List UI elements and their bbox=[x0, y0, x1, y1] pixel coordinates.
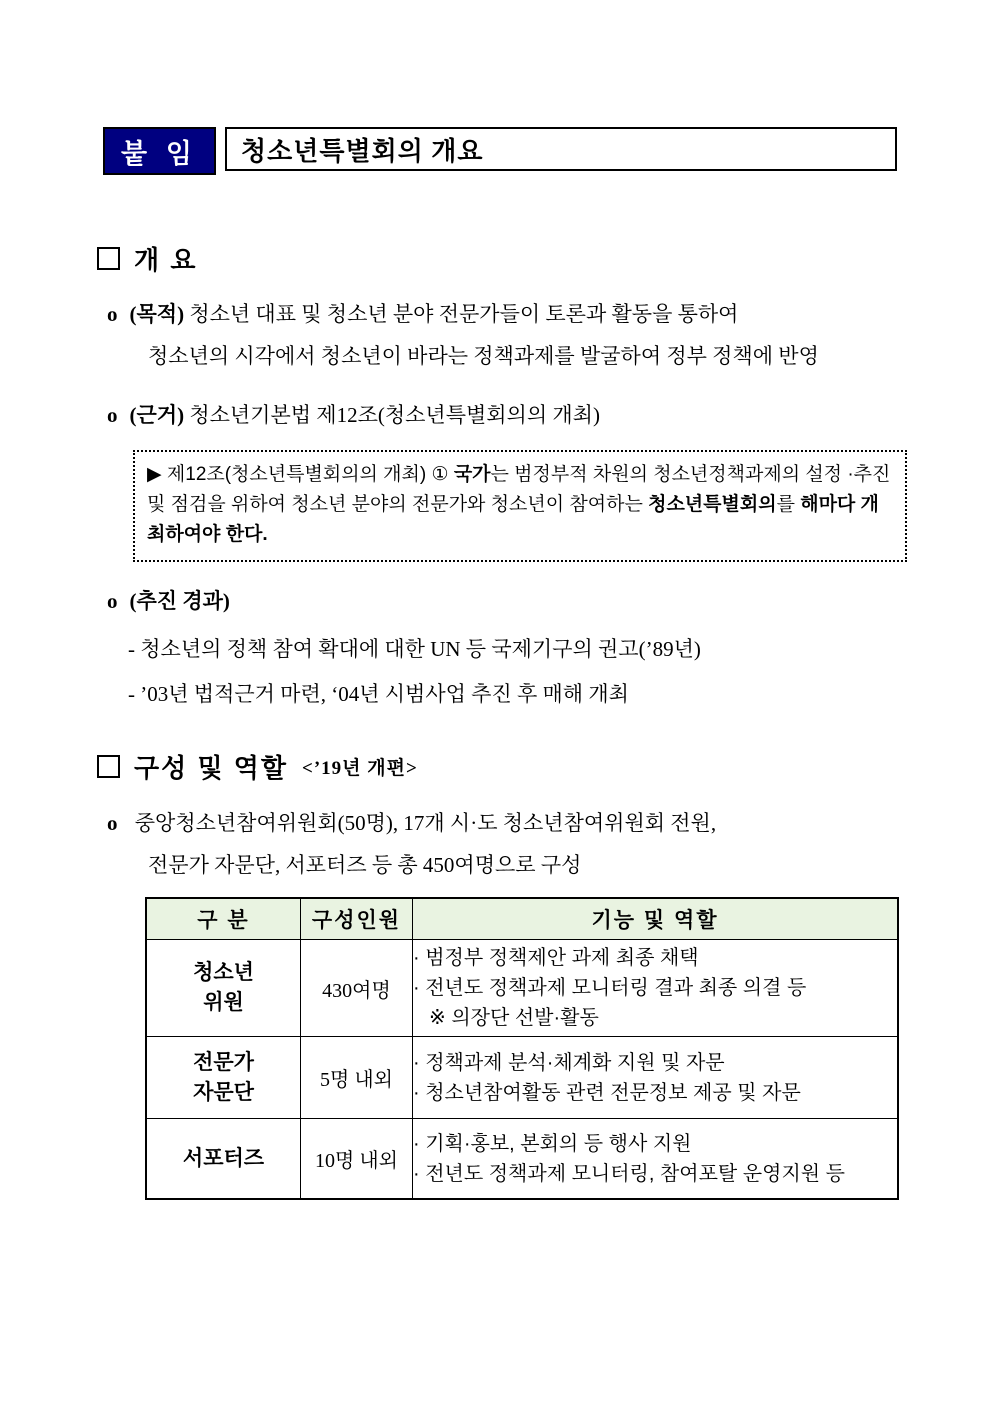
row-roles bbox=[413, 1037, 899, 1119]
basis-paragraph bbox=[107, 394, 907, 436]
row-category bbox=[146, 1119, 301, 1200]
attachment-badge: 붙 임 bbox=[103, 127, 216, 175]
composition-summary-line-2: 전문가 자문단, 서포터즈 등 총 450여명으로 구성 bbox=[148, 853, 582, 877]
law-seg-3: 는 범정부적 차원의 청소년정책과제의 설정 ·추진 및 점검을 위하여 청소년 분야의 전문가와 청소년이 참여하는 bbox=[147, 464, 891, 515]
purpose-text-1: 청소년 대표 및 청소년 분야 전문가들이 토론과 활동을 통하여 bbox=[189, 302, 739, 326]
square-bullet-icon bbox=[97, 755, 120, 778]
basis-line bbox=[107, 394, 907, 436]
table-row bbox=[146, 1037, 898, 1119]
row-size: 10명 내외 bbox=[301, 1119, 413, 1200]
circle-bullet-icon: o bbox=[107, 302, 118, 326]
dash-bullet-icon: - bbox=[128, 637, 135, 661]
category-line: 전문가 bbox=[193, 1050, 254, 1074]
row-category bbox=[146, 940, 301, 1037]
circle-bullet-icon: o bbox=[107, 589, 118, 613]
col-header-roles: 기능 및 역할 bbox=[413, 898, 899, 940]
composition-summary-text-1: 중앙청소년참여위원회(50명), 17개 시·도 청소년참여위원회 전원, bbox=[134, 811, 717, 835]
document-header bbox=[103, 127, 897, 175]
composition-table bbox=[145, 897, 899, 1200]
basis-text: 청소년기본법 제12조(청소년특별회의의 개최) bbox=[189, 403, 600, 427]
progress-item-2-text: ’03년 법적근거 마련, ‘04년 시범사업 추진 후 매해 개최 bbox=[140, 682, 629, 706]
row-size: 430여명 bbox=[301, 940, 413, 1037]
law-seg-2-bold: 국가 bbox=[453, 464, 491, 485]
role-line: · 정책과제 분석·체계화 지원 및 자문 bbox=[413, 1051, 725, 1074]
law-seg-6-bold: 해마다 개최하여야 한다. bbox=[147, 494, 879, 545]
progress-heading-line bbox=[107, 580, 907, 622]
category-line: 서포터즈 bbox=[182, 1146, 265, 1170]
purpose-label: (목적) bbox=[129, 302, 185, 326]
law-quote-box bbox=[133, 450, 907, 562]
category-line: 청소년 bbox=[193, 961, 254, 984]
section-overview-heading bbox=[97, 240, 197, 277]
role-line: · 전년도 정책과제 모니터링 결과 최종 의결 등 bbox=[413, 977, 807, 999]
table-header-row bbox=[146, 898, 898, 940]
law-seg-1: 제12조(청소년특별회의의 개최) ① bbox=[166, 464, 454, 485]
role-note-line: ※ 의장단 선발·활동 bbox=[429, 1007, 599, 1029]
role-line: · 전년도 정책과제 모니터링, 참여포탈 운영지원 등 bbox=[413, 1162, 845, 1185]
col-header-size: 구성인원 bbox=[301, 898, 413, 940]
law-seg-5: 를 bbox=[776, 494, 801, 515]
table-row bbox=[146, 1119, 898, 1200]
arrow-bullet-icon: ▶ bbox=[147, 464, 162, 485]
row-roles bbox=[413, 940, 899, 1037]
section-composition-heading bbox=[97, 748, 418, 785]
progress-item-1 bbox=[128, 633, 908, 663]
category-line: 위원 bbox=[203, 991, 244, 1014]
composition-summary bbox=[107, 802, 907, 886]
purpose-line-1 bbox=[107, 293, 907, 335]
row-category bbox=[146, 1037, 301, 1119]
section-composition-note: <’19년 개편> bbox=[302, 758, 418, 779]
square-bullet-icon bbox=[97, 247, 120, 270]
law-seg-4-bold: 청소년특별회의 bbox=[648, 494, 777, 515]
purpose-line-2: 청소년의 시각에서 청소년이 바라는 정책과제를 발굴하여 정부 정책에 반영 bbox=[148, 344, 819, 368]
col-header-category: 구 분 bbox=[146, 898, 301, 940]
section-overview-label: 개 요 bbox=[134, 245, 198, 275]
basis-label: (근거) bbox=[129, 403, 185, 427]
circle-bullet-icon: o bbox=[107, 811, 118, 835]
progress-item-2 bbox=[128, 678, 908, 708]
row-size: 5명 내외 bbox=[301, 1037, 413, 1119]
role-line: · 청소년참여활동 관련 전문정보 제공 및 자문 bbox=[413, 1081, 801, 1104]
progress-paragraph bbox=[107, 580, 907, 622]
progress-label: (추진 경과) bbox=[129, 589, 230, 613]
role-line: · 기획·홍보, 본회의 등 행사 지원 bbox=[413, 1132, 692, 1155]
purpose-paragraph bbox=[107, 293, 907, 377]
section-composition-label: 구성 및 역할 bbox=[134, 753, 289, 783]
page-title: 청소년특별회의 개요 bbox=[225, 127, 897, 171]
table-row bbox=[146, 940, 898, 1037]
role-line: · 범정부 정책제안 과제 최종 채택 bbox=[413, 947, 699, 969]
progress-item-1-text: 청소년의 정책 참여 확대에 대한 UN 등 국제기구의 권고(’89년) bbox=[140, 637, 701, 661]
row-roles bbox=[413, 1119, 899, 1200]
category-line: 자문단 bbox=[193, 1080, 254, 1104]
dash-bullet-icon: - bbox=[128, 682, 135, 706]
circle-bullet-icon: o bbox=[107, 403, 118, 427]
composition-summary-line-1 bbox=[107, 802, 907, 844]
